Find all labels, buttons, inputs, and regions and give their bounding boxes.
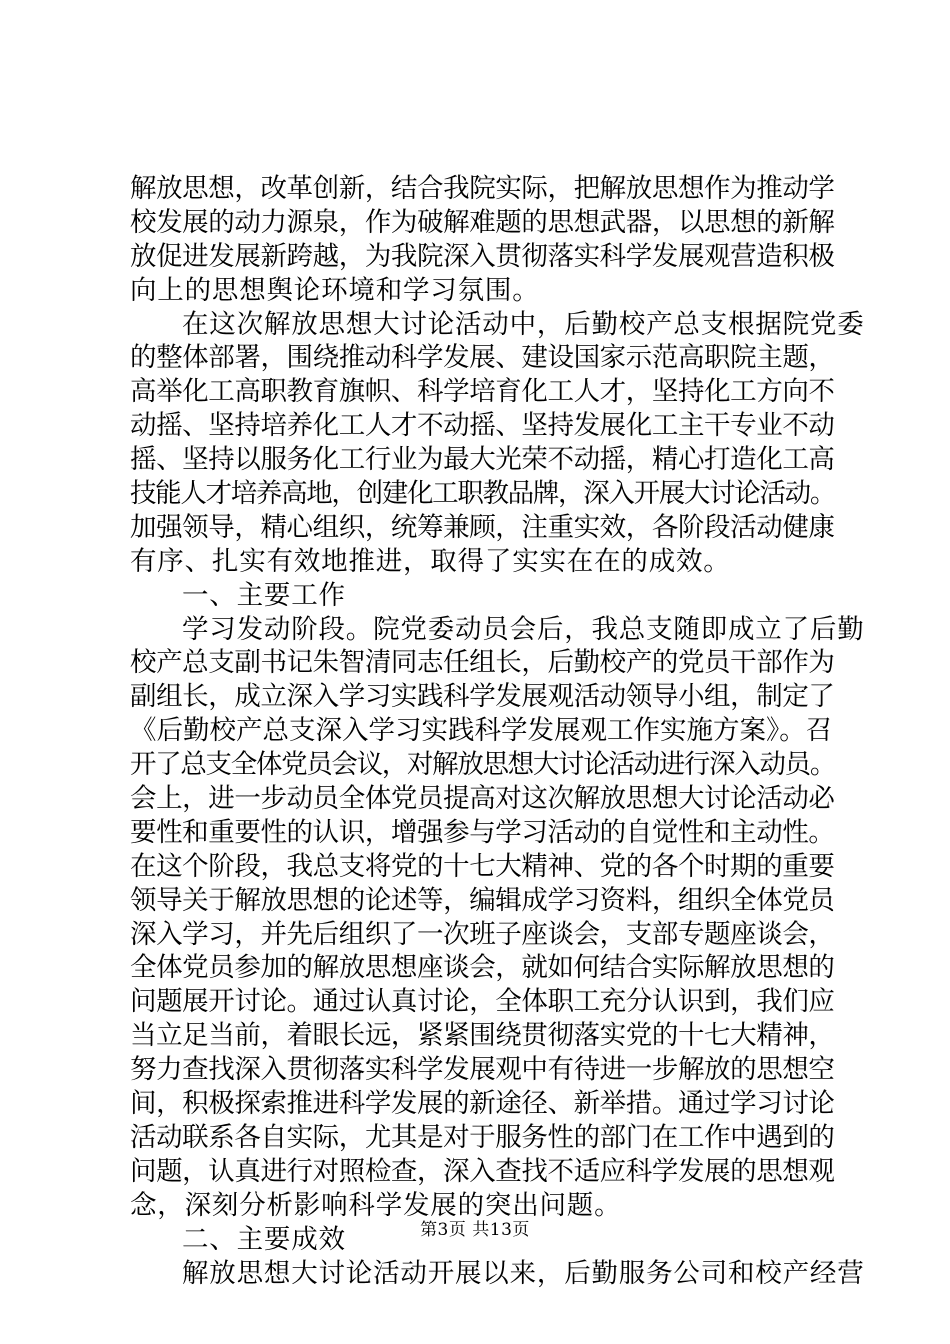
text-line: 当立足当前，着眼长远，紧紧围绕贯彻落实党的十七大精神， [130, 1020, 835, 1052]
text-line: 深入学习，并先后组织了一次班子座谈会，支部专题座谈会， [130, 918, 835, 950]
text-line: 副组长，成立深入学习实践科学发展观活动领导小组，制定了 [130, 681, 835, 713]
text-line: 问题展开讨论。通过认真讨论，全体职工充分认识到，我们应 [130, 986, 835, 1018]
text-line: 会上，进一步动员全体党员提高对这次解放思想大讨论活动必 [130, 783, 835, 815]
text-line: 有序、扎实有效地推进，取得了实实在在的成效。 [130, 545, 731, 577]
text-line: 问题，认真进行对照检查，深入查找不适应科学发展的思想观 [130, 1155, 835, 1187]
text-line: 动摇、坚持培养化工人才不动摇、坚持发展化工主干专业不动 [130, 410, 835, 442]
text-line: 念，深刻分析影响科学发展的突出问题。 [130, 1189, 622, 1221]
text-line: 开了总支全体党员会议，对解放思想大讨论活动进行深入动员。 [130, 749, 835, 781]
text-line: 校产总支副书记朱智清同志任组长，后勤校产的党员干部作为 [130, 647, 835, 679]
document-body [130, 172, 865, 1290]
text-line: 解放思想，改革创新，结合我院实际，把解放思想作为推动学 [130, 173, 835, 204]
text-line: 一、主要工作 [182, 579, 346, 611]
text-line: 间，积极探索推进科学发展的新途径、新举措。通过学习讨论 [130, 1088, 835, 1120]
text-line: 解放思想大讨论活动开展以来，后勤服务公司和校产经营 [182, 1257, 865, 1289]
text-line: 向上的思想舆论环境和学习氛围。 [130, 274, 540, 306]
text-line: 活动联系各自实际，尤其是对于服务性的部门在工作中遇到的 [130, 1121, 835, 1153]
text-line: 校发展的动力源泉，作为破解难题的思想武器，以思想的新解 [130, 206, 835, 238]
page-number-footer: 第3页 共13页 [420, 1220, 530, 1240]
text-line: 努力查找深入贯彻落实科学发展观中有待进一步解放的思想空 [130, 1054, 835, 1086]
text-line: 学习发动阶段。院党委动员会后，我总支随即成立了后勤 [182, 613, 865, 645]
text-line: 在这个阶段，我总支将党的十七大精神、党的各个时期的重要 [130, 850, 835, 882]
text-line: 二、主要成效 [182, 1223, 346, 1255]
text-line: 放促进发展新跨越，为我院深入贯彻落实科学发展观营造积极 [130, 240, 835, 272]
text-line: 要性和重要性的认识，增强参与学习活动的自觉性和主动性。 [130, 816, 835, 848]
text-line: 技能人才培养高地，创建化工职教品牌，深入开展大讨论活动。 [130, 478, 835, 510]
text-line: 的整体部署，围绕推动科学发展、建设国家示范高职院主题， [130, 342, 835, 374]
text-line: 高举化工高职教育旗帜、科学培育化工人才，坚持化工方向不 [130, 376, 835, 408]
text-line: 加强领导，精心组织，统筹兼顾，注重实效，各阶段活动健康 [130, 511, 835, 543]
text-line: 领导关于解放思想的论述等，编辑成学习资料，组织全体党员 [130, 884, 835, 916]
text-line: 在这次解放思想大讨论活动中，后勤校产总支根据院党委 [182, 308, 865, 340]
text-line: 全体党员参加的解放思想座谈会，就如何结合实际解放思想的 [130, 952, 835, 984]
text-line: 《后勤校产总支深入学习实践科学发展观工作实施方案》。召 [130, 715, 833, 747]
text-line: 摇、坚持以服务化工行业为最大光荣不动摇，精心打造化工高 [130, 444, 835, 476]
